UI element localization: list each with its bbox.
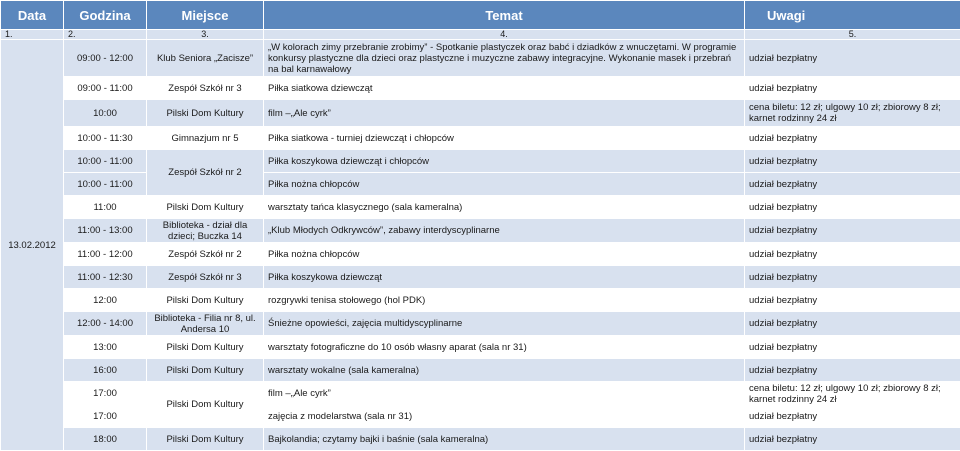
table-row <box>1 289 960 312</box>
topic-cell: zajęcia z modelarstwa (sala nr 31) <box>264 406 745 428</box>
note-cell: udział bezpłatny <box>745 77 960 100</box>
column-number: 5. <box>745 30 960 40</box>
table-row <box>1 196 960 219</box>
note-cell: udział bezpłatny <box>745 127 960 150</box>
table-row <box>1 173 960 196</box>
table-row <box>1 382 960 406</box>
place-cell: Biblioteka - dział dla dzieci; Buczka 14 <box>147 219 264 243</box>
time-cell: 10:00 - 11:00 <box>64 173 147 196</box>
note-cell: udział bezpłatny <box>745 312 960 336</box>
place-cell: Pilski Dom Kultury <box>147 196 264 219</box>
note-cell: udział bezpłatny <box>745 219 960 243</box>
time-cell: 18:00 <box>64 428 147 451</box>
note-cell: udział bezpłatny <box>745 289 960 312</box>
place-cell: Pilski Dom Kultury <box>147 428 264 451</box>
topic-cell: Piłka koszykowa dziewcząt i chłopców <box>264 150 745 173</box>
note-cell: udział bezpłatny <box>745 428 960 451</box>
topic-cell: Śnieżne opowieści, zajęcia multidyscyplinarne <box>264 312 745 336</box>
note-cell: udział bezpłatny <box>745 150 960 173</box>
table-row <box>1 219 960 243</box>
topic-cell: Bajkolandia; czytamy bajki i baśnie (sala kameralna) <box>264 428 745 451</box>
topic-cell: Piłka nożna chłopców <box>264 173 745 196</box>
time-cell: 09:00 - 12:00 <box>64 40 147 77</box>
place-cell: Zespół Szkół nr 2 <box>147 243 264 266</box>
note-cell: udział bezpłatny <box>745 196 960 219</box>
header-date: Data <box>1 1 64 30</box>
time-cell: 09:00 - 11:00 <box>64 77 147 100</box>
place-cell: Zespół Szkół nr 3 <box>147 266 264 289</box>
column-number: 2. <box>64 30 147 40</box>
topic-cell: film –„Ale cyrk” <box>264 382 745 406</box>
time-cell: 10:00 - 11:30 <box>64 127 147 150</box>
time-cell: 11:00 - 13:00 <box>64 219 147 243</box>
time-cell: 11:00 - 12:00 <box>64 243 147 266</box>
table-row <box>1 336 960 359</box>
place-cell: Zespół Szkół nr 2 <box>147 150 264 196</box>
topic-cell: warsztaty tańca klasycznego (sala kameralna) <box>264 196 745 219</box>
time-cell: 11:00 <box>64 196 147 219</box>
header-topic: Temat <box>264 1 745 30</box>
table-row <box>1 243 960 266</box>
time-cell: 12:00 <box>64 289 147 312</box>
table-row <box>1 127 960 150</box>
note-cell: udział bezpłatny <box>745 243 960 266</box>
column-number: 1. <box>1 30 64 40</box>
time-cell: 10:00 <box>64 100 147 127</box>
note-cell: cena biletu: 12 zł; ulgowy 10 zł; zbiorowy 8 zł; karnet rodzinny 24 zł <box>745 100 960 127</box>
place-cell: Pilski Dom Kultury <box>147 359 264 382</box>
header-row <box>1 1 960 30</box>
time-cell: 17:00 <box>64 406 147 428</box>
table-row <box>1 428 960 451</box>
place-cell: Pilski Dom Kultury <box>147 382 264 428</box>
header-place: Miejsce <box>147 1 264 30</box>
topic-cell: warsztaty fotograficzne do 10 osób własny aparat (sala nr 31) <box>264 336 745 359</box>
place-cell: Zespół Szkół nr 3 <box>147 77 264 100</box>
note-cell: udział bezpłatny <box>745 40 960 77</box>
table-row <box>1 100 960 127</box>
topic-cell: Piłka siatkowa dziewcząt <box>264 77 745 100</box>
note-cell: cena biletu: 12 zł; ulgowy 10 zł; zbiorowy 8 zł; karnet rodzinny 24 zł <box>745 382 960 406</box>
note-cell: udział bezpłatny <box>745 173 960 196</box>
topic-cell: Piłka siatkowa - turniej dziewcząt i chłopców <box>264 127 745 150</box>
table-row <box>1 312 960 336</box>
column-number-row <box>1 30 960 40</box>
table-row <box>1 359 960 382</box>
column-number: 4. <box>264 30 745 40</box>
place-cell: Gimnazjum nr 5 <box>147 127 264 150</box>
time-cell: 13:00 <box>64 336 147 359</box>
time-cell: 16:00 <box>64 359 147 382</box>
column-number: 3. <box>147 30 264 40</box>
place-cell: Biblioteka - Filia nr 8, ul. Andersa 10 <box>147 312 264 336</box>
note-cell: udział bezpłatny <box>745 266 960 289</box>
note-cell: udział bezpłatny <box>745 359 960 382</box>
topic-cell: Piłka nożna chłopców <box>264 243 745 266</box>
table-row <box>1 266 960 289</box>
time-cell: 12:00 - 14:00 <box>64 312 147 336</box>
table-row <box>1 150 960 173</box>
header-notes: Uwagi <box>745 1 960 30</box>
date-cell: 13.02.2012 <box>1 40 64 451</box>
topic-cell: warsztaty wokalne (sala kameralna) <box>264 359 745 382</box>
topic-cell: „W kolorach zimy przebranie zrobimy” - Spotkanie plastyczek oraz babć i dziadków z wnuczętami. W programie konkursy plastyczne dla dzieci oraz plastyczne i muzyczne zabawy integracyjne. Wykonanie masek i przebrań na bal karnawałowy <box>264 40 745 77</box>
place-cell: Pilski Dom Kultury <box>147 100 264 127</box>
topic-cell: „Klub Młodych Odkrywców”, zabawy interdyscyplinarne <box>264 219 745 243</box>
table-row <box>1 77 960 100</box>
table-row <box>1 406 960 428</box>
topic-cell: film –„Ale cyrk” <box>264 100 745 127</box>
place-cell: Pilski Dom Kultury <box>147 336 264 359</box>
time-cell: 17:00 <box>64 382 147 406</box>
note-cell: udział bezpłatny <box>745 406 960 428</box>
place-cell: Pilski Dom Kultury <box>147 289 264 312</box>
topic-cell: Piłka koszykowa dziewcząt <box>264 266 745 289</box>
topic-cell: rozgrywki tenisa stołowego (hol PDK) <box>264 289 745 312</box>
note-cell: udział bezpłatny <box>745 336 960 359</box>
table-row <box>1 40 960 77</box>
time-cell: 10:00 - 11:00 <box>64 150 147 173</box>
header-hour: Godzina <box>64 1 147 30</box>
time-cell: 11:00 - 12:30 <box>64 266 147 289</box>
place-cell: Klub Seniora „Zacisze” <box>147 40 264 77</box>
